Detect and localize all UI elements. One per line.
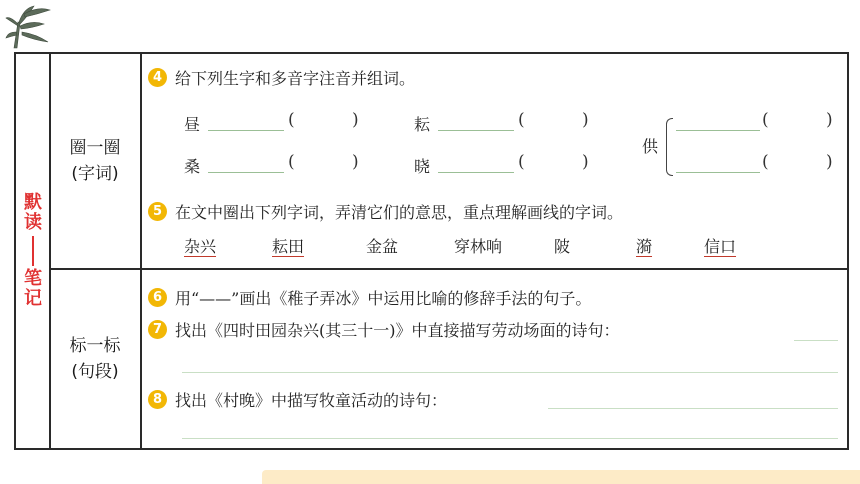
answer-line[interactable]: [182, 372, 838, 373]
question-text: 用“——”画出《稚子弄冰》中运用比喻的修辞手法的句子。: [175, 289, 592, 308]
paren-open: (: [762, 152, 769, 172]
question-text: 给下列生字和多音字注音并组词。: [175, 69, 416, 88]
question-text: 找出《四时田园杂兴(其三十一)》中直接描写劳动场面的诗句：: [175, 321, 620, 340]
paren-close: ): [826, 110, 833, 130]
vocab-word: 杂兴: [184, 237, 217, 256]
question-4: [148, 66, 415, 89]
sidebar-char: 记: [24, 288, 42, 309]
section-label-line: (字词): [71, 164, 119, 184]
footer-band: [262, 470, 860, 484]
paren-close: ): [352, 152, 359, 172]
char-yun: 耘: [414, 115, 431, 134]
question-number-badge: 7: [148, 320, 167, 339]
section-label-sentences: [50, 270, 140, 448]
sidebar-char: 读: [24, 212, 42, 233]
paren-close: ): [352, 110, 359, 130]
question-text: 在文中圈出下列字词，弄清它们的意思，重点理解画线的字词。: [175, 203, 624, 222]
pinyin-blank[interactable]: [438, 172, 514, 173]
pinyin-blank[interactable]: [676, 130, 760, 131]
answer-line[interactable]: [794, 340, 838, 341]
vocab-word: 信口: [704, 237, 737, 256]
section-label-line: 圈一圈: [69, 138, 121, 158]
sidebar-title: [16, 54, 50, 448]
study-notes-table: [14, 52, 849, 450]
column-divider: [140, 54, 142, 448]
sidebar-char: 默: [24, 192, 42, 213]
question-text: 找出《村晚》中描写牧童活动的诗句：: [175, 391, 448, 410]
paren-open: (: [518, 110, 525, 130]
paren-close: ): [582, 110, 589, 130]
paren-close: ): [582, 152, 589, 172]
vocab-word: 穿林响: [454, 237, 503, 256]
paren-open: (: [518, 152, 525, 172]
brace: [666, 118, 673, 176]
sidebar-dash: [32, 236, 35, 266]
pinyin-blank[interactable]: [208, 130, 284, 131]
answer-line[interactable]: [548, 408, 838, 409]
question-number-badge: 8: [148, 390, 167, 409]
sidebar-char: 笔: [24, 268, 42, 289]
vocab-word: 漪: [636, 237, 653, 256]
question-7: [148, 318, 620, 341]
vocab-word: 耘田: [272, 237, 305, 256]
vocab-word: 金盆: [366, 237, 399, 256]
paren-open: (: [288, 152, 295, 172]
char-sang: 桑: [184, 157, 201, 176]
question-5: [148, 200, 623, 223]
paren-open: (: [288, 110, 295, 130]
paren-open: (: [762, 110, 769, 130]
section-label-line: 标一标: [69, 336, 121, 356]
vocab-word: 陂: [554, 237, 571, 256]
question-number-badge: 4: [148, 68, 167, 87]
bamboo-logo-icon: [4, 2, 56, 50]
question-number-badge: 5: [148, 202, 167, 221]
question-6: [148, 286, 591, 309]
pinyin-blank[interactable]: [438, 130, 514, 131]
paren-close: ): [826, 152, 833, 172]
question-number-badge: 6: [148, 288, 167, 307]
pinyin-blank[interactable]: [208, 172, 284, 173]
pinyin-blank[interactable]: [676, 172, 760, 173]
char-gong: 供: [642, 137, 659, 156]
char-xiao: 晓: [414, 157, 431, 176]
section-label-line: (句段): [71, 362, 119, 382]
char-zhou: 昼: [184, 115, 201, 134]
row-divider: [50, 268, 847, 270]
answer-line[interactable]: [182, 438, 838, 439]
section-label-words: [50, 54, 140, 268]
question-8: [148, 388, 447, 411]
